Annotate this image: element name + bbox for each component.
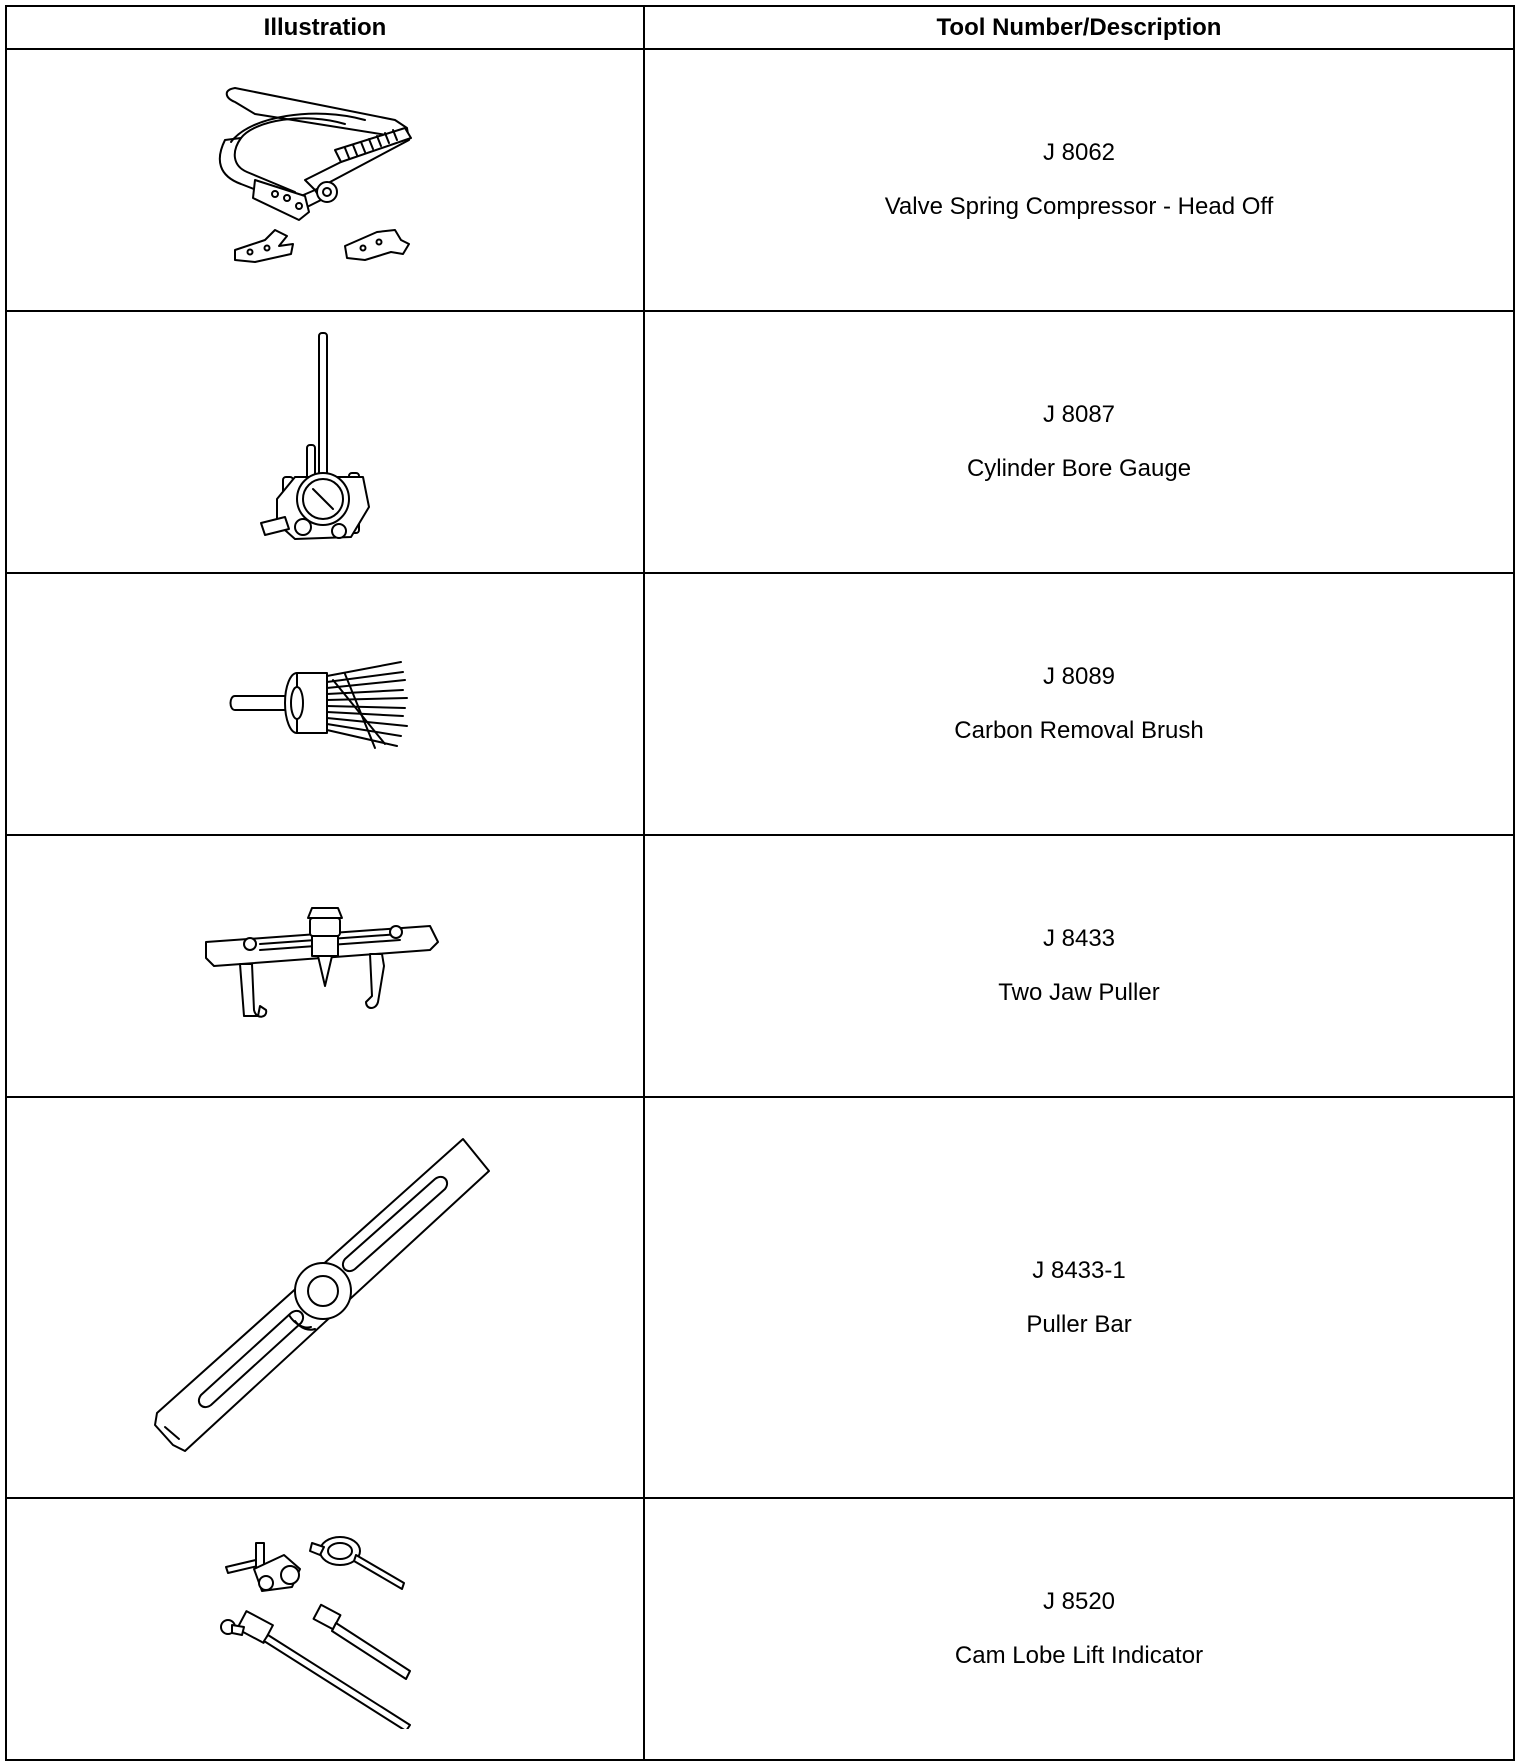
tool-description: Puller Bar bbox=[1026, 1310, 1132, 1338]
description-cell bbox=[644, 311, 1514, 573]
two-jaw-puller-icon bbox=[200, 906, 450, 1026]
table-row bbox=[6, 1097, 1514, 1498]
header-tool-description: Tool Number/Description bbox=[644, 6, 1514, 49]
cylinder-bore-gauge-icon bbox=[255, 327, 395, 557]
tool-number: J 8433 bbox=[1042, 925, 1116, 952]
tool-number: J 8087 bbox=[1042, 401, 1116, 428]
table-row bbox=[6, 311, 1514, 573]
valve-spring-compressor-icon bbox=[195, 80, 455, 280]
illustration-cell bbox=[6, 49, 644, 311]
tool-number: J 8089 bbox=[1042, 663, 1116, 690]
table-row bbox=[6, 49, 1514, 311]
illustration-cell bbox=[6, 1097, 644, 1498]
description-cell bbox=[644, 1498, 1514, 1760]
illustration-cell bbox=[6, 573, 644, 835]
tool-description: Two Jaw Puller bbox=[998, 979, 1160, 1006]
puller-bar-icon bbox=[145, 1133, 505, 1463]
illustration-cell bbox=[6, 1498, 644, 1760]
illustration-cell bbox=[6, 835, 644, 1097]
special-tools-table bbox=[5, 5, 1515, 1761]
tool-number: J 8062 bbox=[1042, 139, 1116, 166]
description-cell bbox=[644, 573, 1514, 835]
tool-description: Carbon Removal Brush bbox=[954, 717, 1204, 744]
tool-number: J 8433-1 bbox=[1032, 1256, 1126, 1284]
carbon-removal-brush-icon bbox=[225, 654, 425, 754]
description-cell bbox=[644, 835, 1514, 1097]
table-row bbox=[6, 835, 1514, 1097]
header-illustration: Illustration bbox=[6, 6, 644, 49]
illustration-cell bbox=[6, 311, 644, 573]
tool-description: Valve Spring Compressor - Head Off bbox=[884, 193, 1274, 220]
description-cell bbox=[644, 1097, 1514, 1498]
tool-description: Cam Lobe Lift Indicator bbox=[954, 1642, 1204, 1669]
table-header-row bbox=[6, 6, 1514, 49]
description-cell bbox=[644, 49, 1514, 311]
table-row bbox=[6, 573, 1514, 835]
cam-lobe-lift-indicator-icon bbox=[220, 1529, 430, 1729]
table-row bbox=[6, 1498, 1514, 1760]
tool-number: J 8520 bbox=[1042, 1588, 1116, 1615]
tool-description: Cylinder Bore Gauge bbox=[966, 455, 1192, 482]
